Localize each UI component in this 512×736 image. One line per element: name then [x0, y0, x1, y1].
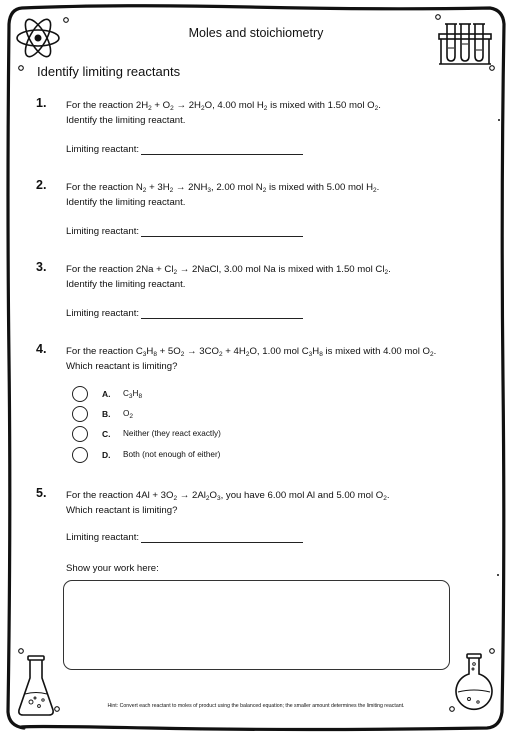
option-text: Neither (they react exactly): [123, 429, 221, 438]
work-label: Show your work here:: [66, 563, 159, 574]
option-text: $O_2$: [123, 409, 133, 420]
answer-row: [66, 532, 303, 543]
page-title: Moles and stoichiometry: [188, 26, 324, 40]
answer-label: Limiting reactant:: [66, 532, 140, 543]
option-text: $C_3H_8$: [123, 389, 143, 400]
footer-hint: Hint: Convert each reactant to moles of product using the balanced equation; the smaller amount determines the limiting reactant.: [107, 703, 405, 709]
question-number: 2.: [36, 178, 47, 192]
option-radio[interactable]: [72, 406, 88, 422]
question-number: 4.: [36, 342, 47, 356]
question-number: 1.: [36, 96, 47, 110]
round-flask-icon: [452, 652, 496, 714]
option-radio[interactable]: [72, 386, 88, 402]
question-text: For the reaction $2Na + Cl_2$ → 2NaCl, 3.00 mol Na is mixed with 1.50 mol $Cl_2$. Identify the limiting reactant.: [66, 264, 391, 290]
erlenmeyer-flask-icon: [16, 654, 56, 718]
question-text: For the reaction $N_2 + 3H_2 \to 2NH_3$, 2.00 mol $N_2$ is mixed with 5.00 mol $H_2$. Identify the limiting reactant.: [66, 182, 380, 208]
question-text: For the reaction $C_3H_8 + 5O_2 \to 3CO_2 + 4H_2O$, 1.00 mol $C_3H_8$ is mixed with 4.00 mol $O_2$. Which reactant is limiting?: [66, 346, 437, 372]
option-text: Both (not enough of either): [123, 450, 221, 459]
option-radio[interactable]: [72, 426, 88, 442]
option-letter: B.: [102, 409, 111, 419]
answer-blank[interactable]: [141, 144, 303, 155]
answer-label: Limiting reactant:: [66, 308, 140, 319]
answer-blank[interactable]: [141, 532, 303, 543]
option-letter: D.: [102, 450, 111, 460]
answer-row: [66, 226, 303, 237]
option-radio[interactable]: [72, 447, 88, 463]
section-title: Identify limiting reactants: [37, 64, 181, 79]
answer-label: Limiting reactant:: [66, 226, 140, 237]
question-number: 3.: [36, 260, 47, 274]
question-text: For the reaction $2H_2 + O_2 \to 2H_2O$, 4.00 mol $H_2$ is mixed with 1.50 mol $O_2$. Identify the limiting reactant.: [66, 100, 381, 126]
answer-row: [66, 308, 303, 319]
question-text: For the reaction $4Al + 3O_2 \to 2Al_2O_3$, you have 6.00 mol Al and 5.00 mol $O_2$. Which reactant is limiting?: [66, 490, 390, 516]
answer-blank[interactable]: [141, 308, 303, 319]
option-letter: C.: [102, 429, 111, 439]
answer-label: Limiting reactant:: [66, 144, 140, 155]
answer-blank[interactable]: [141, 226, 303, 237]
work-area[interactable]: [63, 580, 450, 670]
question-number: 5.: [36, 486, 47, 500]
answer-row: [66, 144, 303, 155]
option-letter: A.: [102, 389, 111, 399]
